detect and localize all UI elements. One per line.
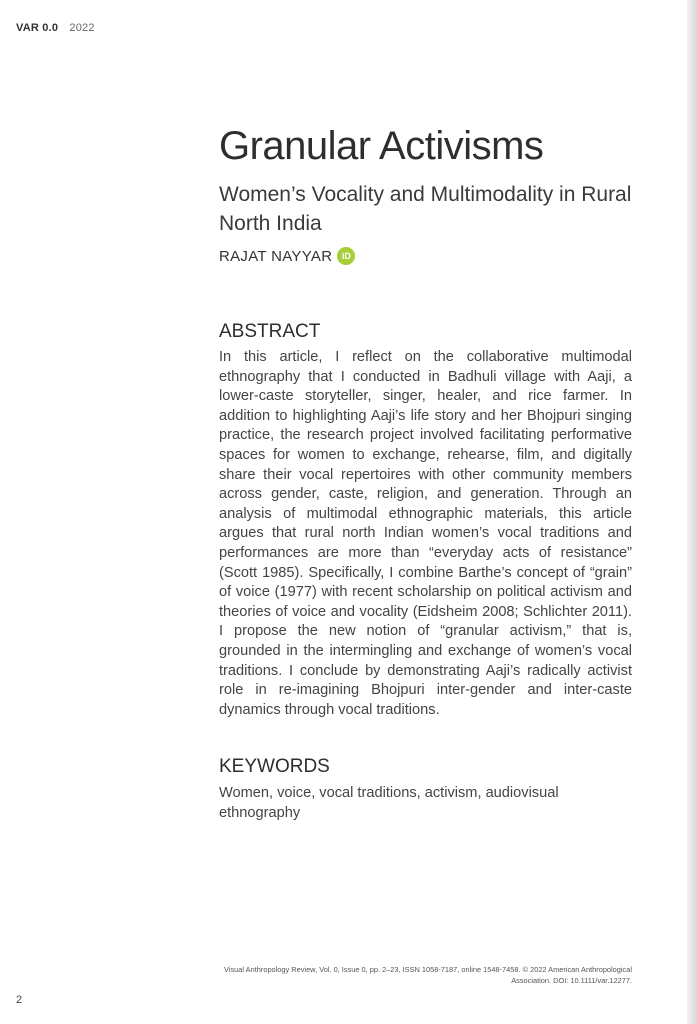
abstract-text: In this article, I reflect on the collaborative multimodal ethnography that I conducted in Badhuli village with Aaji, a lower-caste storyteller, singer, healer, and rice farmer. In addition to highlighting Aaji’s life story and her Bhojpuri singing practice, the research project involved facilitating performative spaces for women to exchange, rehearse, film, and digitally share their vocal repertoires with other community members across gender, caste, religion, and generation. Through an analysis of multimodal ethnographic materials, this article argues that rural north Indian women’s vocal traditions and performances are more than “everyday acts of resistance” (Scott 1985). Specifically, I combine Barthe’s concept of “grain” of voice (1977) with recent scholarship on political activism and theories of voice and vocality (Eidsheim 2008; Schlichter 2011). I propose the new notion of “granular activism,” that is, grounded in the intermingling and exchange of women’s vocal traditions. I conclude by demonstrating Aaji’s radically activist role in re-imagining Bhojpuri inter-gender and inter-caste dynamics through vocal traditions. bbox=[219, 349, 632, 718]
keywords-text: Women, voice, vocal traditions, activism, audiovisual ethnography bbox=[219, 785, 559, 821]
abstract-heading: ABSTRACT bbox=[219, 321, 321, 342]
keywords-heading: KEYWORDS bbox=[219, 756, 330, 777]
author-line bbox=[219, 247, 355, 265]
journal-year: 2022 bbox=[69, 22, 95, 34]
article-subtitle: Women’s Vocality and Multimodality in Rural North India bbox=[219, 183, 632, 235]
orcid-icon[interactable]: iD bbox=[337, 247, 355, 265]
author-name: RAJAT NAYYAR bbox=[219, 247, 333, 265]
page-edge-shadow bbox=[687, 0, 697, 1024]
article-title: Granular Activisms bbox=[219, 124, 544, 168]
journal-code: VAR 0.0 bbox=[16, 22, 59, 34]
citation-footer: Visual Anthropology Review, Vol. 0, Issue 0, pp. 2–23, ISSN 1058-7187, online 1548-7458. © 2022 American Anthropological Association. DOI: 10.1111/var.12277. bbox=[224, 965, 632, 985]
journal-header bbox=[16, 22, 95, 34]
page-number: 2 bbox=[16, 994, 23, 1006]
